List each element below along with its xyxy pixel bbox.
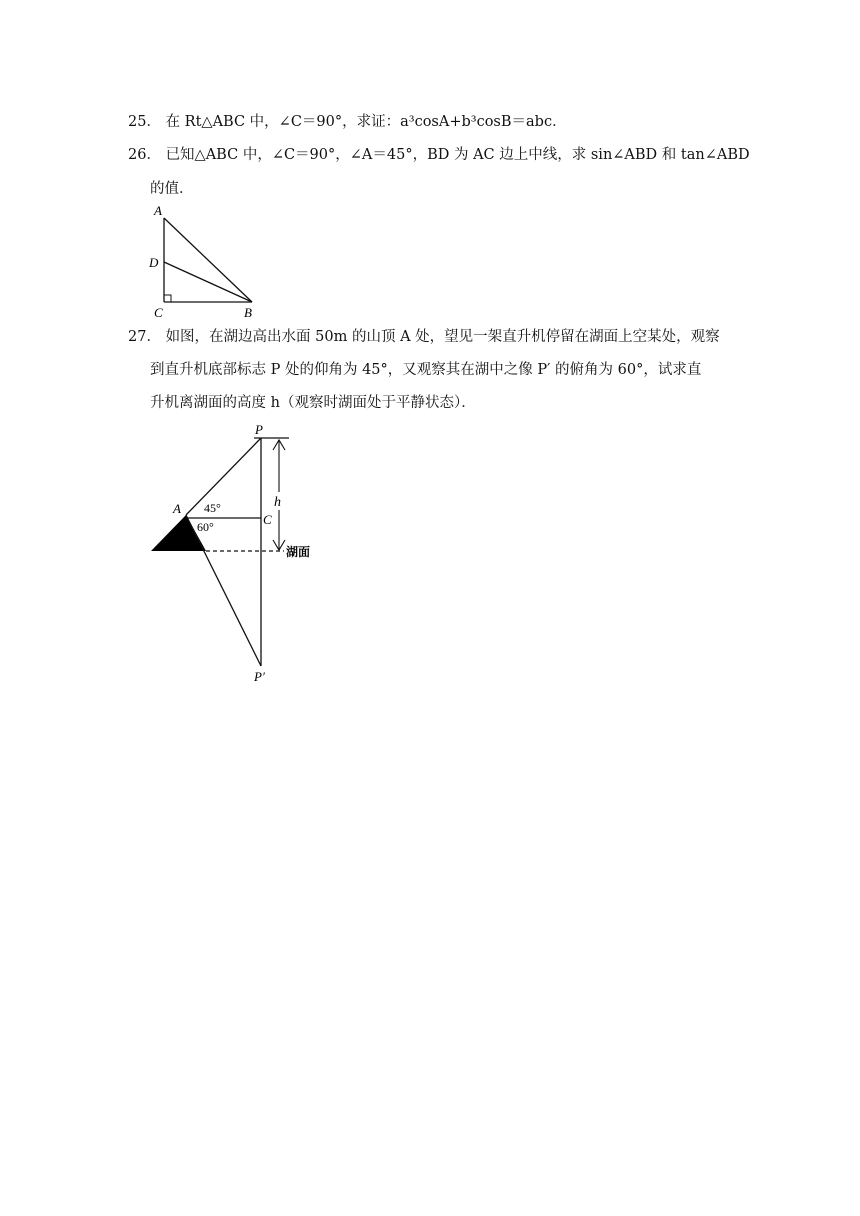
question-25: [128, 112, 567, 132]
right-angle-mark: [164, 295, 171, 302]
angle-60-label: 60°: [197, 520, 214, 534]
question-26-line-1: [128, 145, 750, 165]
lake-label: 湖面: [286, 545, 311, 559]
line-a-p: [186, 438, 261, 515]
triangle-abc-figure: [142, 200, 272, 322]
angle-45-label: 45°: [204, 501, 221, 515]
label-c: C: [154, 305, 163, 320]
label-h: h: [274, 495, 281, 510]
label-d: D: [149, 255, 159, 270]
question-text: 在 Rt△ABC 中，∠C＝90°，求证：a³cosA+b³cosB＝abc．: [165, 114, 567, 130]
question-number: 26．: [128, 147, 161, 163]
question-27-line-2: 到直升机底部标志 P 处的仰角为 45°，又观察其在湖中之像 P′ 的俯角为 60°，试求直: [150, 362, 702, 378]
label-b: B: [244, 305, 252, 320]
label-a: A: [154, 203, 162, 218]
label-p: P: [255, 422, 263, 437]
question-27-line-3: 升机离湖面的高度 h（观察时湖面处于平静状态）．: [150, 395, 476, 411]
question-number: 25．: [128, 114, 161, 130]
label-c: C: [263, 512, 272, 527]
question-27-line-1: [128, 327, 720, 347]
helicopter-lake-figure: [146, 420, 336, 690]
question-text: 如图，在湖边高出水面 50m 的山顶 A 处，望见一架直升机停留在湖面上空某处，观察: [165, 329, 720, 345]
line-a-pprime: [186, 515, 261, 666]
median-bd: [164, 262, 252, 302]
label-a: A: [173, 501, 181, 516]
question-number: 27．: [128, 329, 161, 345]
question-text: 已知△ABC 中，∠C＝90°，∠A＝45°，BD 为 AC 边上中线，求 sin∠ABD 和 tan∠ABD: [165, 147, 750, 163]
question-26-line-2: 的值．: [150, 181, 194, 197]
label-pprime: P′: [254, 669, 265, 684]
side-ab: [164, 218, 252, 302]
